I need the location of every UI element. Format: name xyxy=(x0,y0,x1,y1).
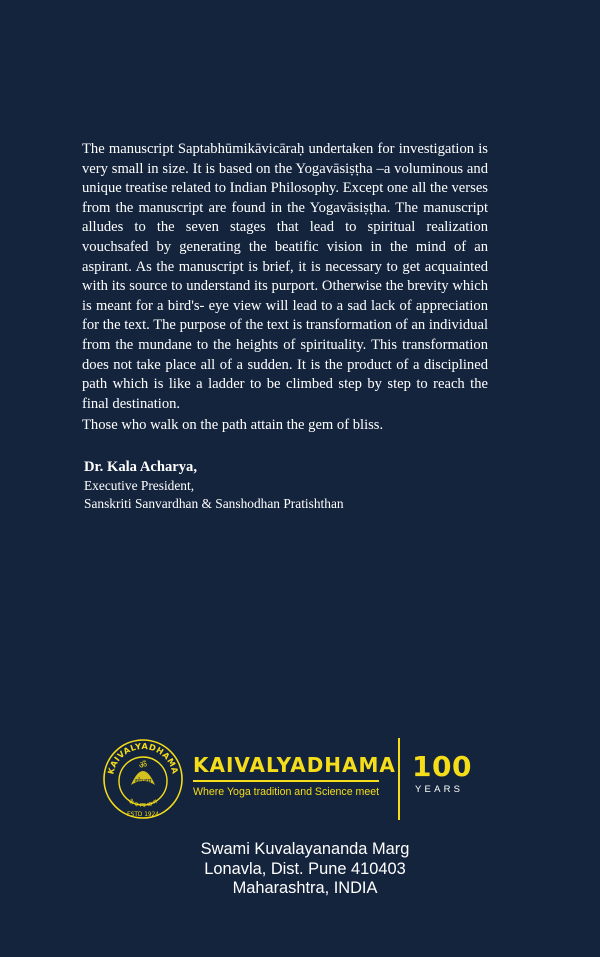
brand-divider xyxy=(398,738,400,820)
svg-text:कै व ल्य धा म xyxy=(127,798,158,810)
description-paragraph: The manuscript Saptabhūmikāvicāraḥ undertaken for investigation is very small in size. It is based on the Yogavāsiṣṭha –a voluminous and unique treatise related to Indian Philosophy. Except one all the verses from the manuscript are found in the Yogavāsiṣṭha. The manuscript alludes to the seven stages that lead to spiritual realization vouchsafed by generating the beatific vision in the mind of an aspirant. As the manuscript is brief, it is necessary to get acquainted with its source to understand its purport. Otherwise the brevity which is meant for a bird's- eye view will lead to a sad lack of appreciation for the text. The purpose of the text is transformation of an individual from the mundane to the heights of spirituality. This transformation does not take place all of a sudden. It is the product of a disciplined path which is like a ladder to be climbed step by step to reach the final destination. xyxy=(82,141,488,412)
publisher-tagline: Where Yoga tradition and Science meet xyxy=(193,786,380,798)
author-title: Executive President, xyxy=(84,478,195,493)
author-organization: Sanskriti Sanvardhan & Sanshodhan Pratishthan xyxy=(84,495,344,511)
address-line-1: Swami Kuvalayananda Marg xyxy=(200,840,410,858)
emblem-arc-text: KAIVALYADHAMA xyxy=(105,740,181,776)
publisher-brand xyxy=(193,753,396,799)
address-line-2: Lonavla, Dist. Pune 410403 xyxy=(204,859,406,878)
description-closing-line: Those who walk on the path attain the gem of bliss. xyxy=(82,417,384,434)
brand-underline xyxy=(193,780,379,782)
publisher-name: KAIVALYADHAMA xyxy=(193,753,396,777)
emblem-inner-text: सोऽहम् xyxy=(134,777,152,785)
address-line-3: Maharashtra, INDIA xyxy=(232,879,378,897)
signature-block xyxy=(84,458,504,512)
centenary-badge xyxy=(412,752,482,795)
emblem-om-text: ॐ xyxy=(138,761,148,771)
description-text xyxy=(82,140,488,436)
author-name: Dr. Kala Acharya, xyxy=(84,459,197,475)
publisher-address xyxy=(150,840,460,899)
emblem-motto-text: कै व ल्य धा म xyxy=(127,798,159,810)
centenary-label: YEARS xyxy=(415,784,464,795)
emblem-established-text: ESTD 1924 xyxy=(127,812,159,818)
centenary-number: 100 xyxy=(412,750,472,783)
kaivalyadhama-emblem-icon xyxy=(101,735,185,819)
